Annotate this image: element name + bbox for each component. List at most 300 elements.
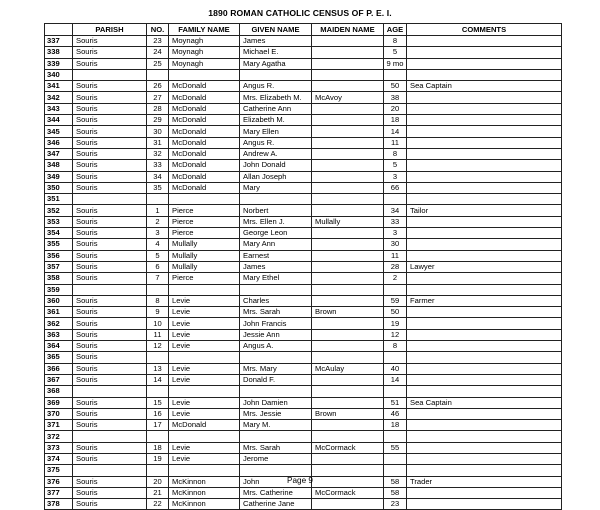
cell-maiden-name: Brown	[312, 307, 384, 318]
cell-age: 3	[384, 171, 407, 182]
cell-comments: Tailor	[407, 205, 562, 216]
cell-row-number: 346	[45, 137, 73, 148]
cell-row-number: 356	[45, 250, 73, 261]
cell-comments: Farmer	[407, 295, 562, 306]
cell-comments	[407, 386, 562, 397]
cell-maiden-name	[312, 103, 384, 114]
cell-row-number: 361	[45, 307, 73, 318]
cell-comments	[407, 284, 562, 295]
cell-parish: Souris	[73, 329, 147, 340]
cell-parish: Souris	[73, 374, 147, 385]
cell-maiden-name	[312, 126, 384, 137]
cell-family-name: Levie	[169, 397, 240, 408]
cell-given-name: James	[240, 261, 312, 272]
cell-maiden-name	[312, 329, 384, 340]
cell-family-name	[169, 465, 240, 476]
table-row	[45, 442, 562, 453]
cell-row-number: 364	[45, 341, 73, 352]
cell-family-name: McDonald	[169, 137, 240, 148]
cell-row-number: 371	[45, 420, 73, 431]
table-row	[45, 329, 562, 340]
cell-comments	[407, 250, 562, 261]
cell-given-name: George Leon	[240, 228, 312, 239]
cell-parish: Souris	[73, 47, 147, 58]
cell-maiden-name	[312, 295, 384, 306]
cell-age: 46	[384, 408, 407, 419]
cell-parish: Souris	[73, 341, 147, 352]
cell-record-no: 7	[147, 273, 169, 284]
cell-parish: Souris	[73, 36, 147, 47]
cell-parish: Souris	[73, 261, 147, 272]
table-row	[45, 69, 562, 80]
cell-family-name: McKinnon	[169, 476, 240, 487]
cell-row-number: 338	[45, 47, 73, 58]
cell-given-name: Mary Ann	[240, 239, 312, 250]
table-row	[45, 250, 562, 261]
cell-parish: Souris	[73, 420, 147, 431]
cell-comments	[407, 171, 562, 182]
table-row	[45, 239, 562, 250]
cell-parish	[73, 284, 147, 295]
table-row	[45, 363, 562, 374]
cell-record-no: 15	[147, 397, 169, 408]
cell-parish: Souris	[73, 239, 147, 250]
table-row	[45, 431, 562, 442]
cell-given-name: Mary	[240, 182, 312, 193]
cell-row-number: 368	[45, 386, 73, 397]
cell-given-name: Mrs. Mary	[240, 363, 312, 374]
cell-row-number: 375	[45, 465, 73, 476]
cell-given-name	[240, 465, 312, 476]
cell-family-name: Levie	[169, 318, 240, 329]
cell-age: 66	[384, 182, 407, 193]
cell-row-number: 340	[45, 69, 73, 80]
cell-family-name: Mullally	[169, 239, 240, 250]
cell-record-no: 8	[147, 295, 169, 306]
cell-comments	[407, 103, 562, 114]
cell-age: 18	[384, 115, 407, 126]
cell-given-name: Catherine Jane	[240, 499, 312, 510]
cell-given-name: Mrs. Ellen J.	[240, 216, 312, 227]
cell-given-name: Earnest	[240, 250, 312, 261]
cell-maiden-name	[312, 239, 384, 250]
cell-maiden-name	[312, 182, 384, 193]
cell-record-no: 22	[147, 499, 169, 510]
cell-comments	[407, 160, 562, 171]
cell-parish: Souris	[73, 137, 147, 148]
header-given-name: GIVEN NAME	[240, 24, 312, 36]
cell-given-name: Charles	[240, 295, 312, 306]
cell-parish: Souris	[73, 363, 147, 374]
cell-given-name: Michael E.	[240, 47, 312, 58]
cell-parish: Souris	[73, 295, 147, 306]
table-row	[45, 408, 562, 419]
cell-parish: Souris	[73, 487, 147, 498]
cell-row-number: 362	[45, 318, 73, 329]
cell-row-number: 367	[45, 374, 73, 385]
cell-comments	[407, 216, 562, 227]
cell-comments	[407, 341, 562, 352]
table-row	[45, 273, 562, 284]
cell-age: 8	[384, 148, 407, 159]
table-row	[45, 465, 562, 476]
header-family-name: FAMILY NAME	[169, 24, 240, 36]
cell-parish: Souris	[73, 216, 147, 227]
cell-parish: Souris	[73, 115, 147, 126]
cell-parish: Souris	[73, 318, 147, 329]
cell-record-no: 24	[147, 47, 169, 58]
cell-parish: Souris	[73, 453, 147, 464]
cell-comments	[407, 92, 562, 103]
cell-row-number: 358	[45, 273, 73, 284]
cell-family-name	[169, 352, 240, 363]
cell-record-no: 28	[147, 103, 169, 114]
cell-maiden-name	[312, 318, 384, 329]
cell-given-name: Angus A.	[240, 341, 312, 352]
cell-family-name: McDonald	[169, 160, 240, 171]
cell-comments	[407, 36, 562, 47]
cell-maiden-name	[312, 284, 384, 295]
header-rownum	[45, 24, 73, 36]
table-row	[45, 295, 562, 306]
cell-given-name: Mary Agatha	[240, 58, 312, 69]
cell-record-no: 34	[147, 171, 169, 182]
cell-parish: Souris	[73, 92, 147, 103]
cell-maiden-name: McAulay	[312, 363, 384, 374]
cell-given-name	[240, 284, 312, 295]
cell-age: 11	[384, 250, 407, 261]
cell-parish: Souris	[73, 182, 147, 193]
cell-record-no: 18	[147, 442, 169, 453]
cell-record-no: 9	[147, 307, 169, 318]
table-row	[45, 261, 562, 272]
cell-maiden-name	[312, 420, 384, 431]
cell-comments	[407, 69, 562, 80]
cell-comments	[407, 148, 562, 159]
cell-age	[384, 431, 407, 442]
cell-parish: Souris	[73, 408, 147, 419]
cell-parish: Souris	[73, 273, 147, 284]
cell-maiden-name	[312, 47, 384, 58]
cell-row-number: 339	[45, 58, 73, 69]
cell-parish	[73, 431, 147, 442]
cell-maiden-name: McCormack	[312, 442, 384, 453]
cell-parish: Souris	[73, 126, 147, 137]
cell-given-name: James	[240, 36, 312, 47]
cell-given-name: John Damien	[240, 397, 312, 408]
cell-age: 59	[384, 295, 407, 306]
cell-parish: Souris	[73, 352, 147, 363]
cell-parish	[73, 69, 147, 80]
cell-age: 8	[384, 341, 407, 352]
cell-record-no: 4	[147, 239, 169, 250]
cell-family-name: McDonald	[169, 148, 240, 159]
cell-maiden-name: Brown	[312, 408, 384, 419]
table-row	[45, 397, 562, 408]
cell-family-name: Pierce	[169, 216, 240, 227]
cell-maiden-name: McCormack	[312, 487, 384, 498]
cell-age: 50	[384, 81, 407, 92]
table-row	[45, 499, 562, 510]
header-comments: COMMENTS	[407, 24, 562, 36]
cell-maiden-name	[312, 453, 384, 464]
cell-comments	[407, 126, 562, 137]
table-row	[45, 103, 562, 114]
cell-maiden-name	[312, 137, 384, 148]
cell-family-name: Levie	[169, 307, 240, 318]
cell-age: 11	[384, 137, 407, 148]
cell-comments	[407, 453, 562, 464]
cell-family-name: Levie	[169, 363, 240, 374]
table-row	[45, 194, 562, 205]
cell-row-number: 354	[45, 228, 73, 239]
cell-record-no: 13	[147, 363, 169, 374]
cell-family-name: Mullally	[169, 261, 240, 272]
cell-record-no: 29	[147, 115, 169, 126]
cell-age: 38	[384, 92, 407, 103]
table-row	[45, 216, 562, 227]
cell-given-name: Norbert	[240, 205, 312, 216]
cell-maiden-name	[312, 273, 384, 284]
cell-given-name: Mrs. Sarah	[240, 442, 312, 453]
cell-parish: Souris	[73, 81, 147, 92]
cell-record-no: 21	[147, 487, 169, 498]
cell-family-name: Levie	[169, 295, 240, 306]
cell-comments	[407, 431, 562, 442]
cell-record-no: 16	[147, 408, 169, 419]
cell-given-name	[240, 352, 312, 363]
cell-record-no	[147, 194, 169, 205]
cell-maiden-name	[312, 69, 384, 80]
cell-parish: Souris	[73, 205, 147, 216]
table-row	[45, 453, 562, 464]
cell-comments	[407, 363, 562, 374]
cell-parish: Souris	[73, 160, 147, 171]
cell-comments	[407, 329, 562, 340]
table-row	[45, 58, 562, 69]
cell-family-name	[169, 386, 240, 397]
cell-age: 23	[384, 499, 407, 510]
cell-given-name	[240, 69, 312, 80]
cell-comments	[407, 115, 562, 126]
cell-record-no: 35	[147, 182, 169, 193]
cell-given-name: Andrew A.	[240, 148, 312, 159]
cell-record-no: 31	[147, 137, 169, 148]
cell-age: 18	[384, 420, 407, 431]
cell-family-name	[169, 431, 240, 442]
table-row	[45, 137, 562, 148]
cell-comments	[407, 318, 562, 329]
cell-row-number: 366	[45, 363, 73, 374]
cell-row-number: 337	[45, 36, 73, 47]
cell-given-name: Jerome	[240, 453, 312, 464]
cell-row-number: 363	[45, 329, 73, 340]
cell-row-number: 353	[45, 216, 73, 227]
cell-age	[384, 352, 407, 363]
cell-comments	[407, 228, 562, 239]
cell-row-number: 355	[45, 239, 73, 250]
cell-record-no: 6	[147, 261, 169, 272]
header-no: NO.	[147, 24, 169, 36]
cell-family-name: Moynagh	[169, 58, 240, 69]
cell-record-no: 1	[147, 205, 169, 216]
cell-age: 5	[384, 160, 407, 171]
cell-age: 33	[384, 216, 407, 227]
cell-record-no: 11	[147, 329, 169, 340]
cell-comments: Sea Captain	[407, 397, 562, 408]
cell-age: 51	[384, 397, 407, 408]
cell-comments	[407, 374, 562, 385]
census-table	[44, 23, 562, 510]
cell-age: 8	[384, 36, 407, 47]
cell-given-name	[240, 194, 312, 205]
cell-parish: Souris	[73, 499, 147, 510]
cell-row-number: 351	[45, 194, 73, 205]
cell-age: 55	[384, 442, 407, 453]
cell-age: 14	[384, 126, 407, 137]
cell-parish: Souris	[73, 250, 147, 261]
cell-given-name: Mrs. Jessie	[240, 408, 312, 419]
cell-maiden-name	[312, 431, 384, 442]
cell-row-number: 342	[45, 92, 73, 103]
cell-record-no	[147, 431, 169, 442]
cell-age: 19	[384, 318, 407, 329]
cell-comments	[407, 47, 562, 58]
cell-comments	[407, 487, 562, 498]
header-maiden-name: MAIDEN NAME	[312, 24, 384, 36]
header-age: AGE	[384, 24, 407, 36]
cell-record-no: 23	[147, 36, 169, 47]
cell-comments	[407, 352, 562, 363]
table-row	[45, 284, 562, 295]
cell-maiden-name	[312, 194, 384, 205]
table-row	[45, 228, 562, 239]
cell-record-no: 25	[147, 58, 169, 69]
cell-maiden-name	[312, 352, 384, 363]
cell-row-number: 347	[45, 148, 73, 159]
cell-age: 28	[384, 261, 407, 272]
table-row	[45, 115, 562, 126]
cell-record-no: 10	[147, 318, 169, 329]
cell-record-no: 14	[147, 374, 169, 385]
cell-maiden-name	[312, 465, 384, 476]
cell-parish: Souris	[73, 148, 147, 159]
cell-record-no: 26	[147, 81, 169, 92]
cell-comments	[407, 273, 562, 284]
cell-parish	[73, 465, 147, 476]
table-row	[45, 205, 562, 216]
cell-age	[384, 284, 407, 295]
page-footer: Page 9	[287, 476, 313, 485]
cell-family-name: Levie	[169, 453, 240, 464]
cell-parish: Souris	[73, 228, 147, 239]
table-row	[45, 386, 562, 397]
cell-given-name: Angus R.	[240, 137, 312, 148]
cell-given-name: Mrs. Elizabeth M.	[240, 92, 312, 103]
cell-age: 50	[384, 307, 407, 318]
cell-age: 2	[384, 273, 407, 284]
cell-family-name: Levie	[169, 329, 240, 340]
table-row	[45, 81, 562, 92]
cell-record-no	[147, 352, 169, 363]
cell-comments	[407, 137, 562, 148]
cell-family-name: McDonald	[169, 126, 240, 137]
cell-row-number: 348	[45, 160, 73, 171]
cell-family-name: McDonald	[169, 115, 240, 126]
table-row	[45, 182, 562, 193]
cell-family-name: McKinnon	[169, 487, 240, 498]
cell-comments	[407, 239, 562, 250]
cell-maiden-name	[312, 374, 384, 385]
cell-row-number: 365	[45, 352, 73, 363]
cell-age: 30	[384, 239, 407, 250]
cell-maiden-name	[312, 36, 384, 47]
cell-record-no: 12	[147, 341, 169, 352]
cell-parish: Souris	[73, 442, 147, 453]
cell-record-no: 17	[147, 420, 169, 431]
cell-record-no: 19	[147, 453, 169, 464]
cell-maiden-name	[312, 397, 384, 408]
cell-family-name	[169, 284, 240, 295]
cell-given-name	[240, 386, 312, 397]
cell-comments: Trader	[407, 476, 562, 487]
table-row	[45, 47, 562, 58]
cell-comments: Lawyer	[407, 261, 562, 272]
table-row	[45, 36, 562, 47]
cell-row-number: 357	[45, 261, 73, 272]
cell-record-no: 30	[147, 126, 169, 137]
cell-age: 58	[384, 487, 407, 498]
cell-row-number: 343	[45, 103, 73, 114]
cell-comments	[407, 499, 562, 510]
cell-family-name: McDonald	[169, 171, 240, 182]
cell-record-no: 3	[147, 228, 169, 239]
cell-given-name: Elizabeth M.	[240, 115, 312, 126]
cell-row-number: 378	[45, 499, 73, 510]
cell-family-name: Moynagh	[169, 47, 240, 58]
cell-row-number: 372	[45, 431, 73, 442]
cell-comments	[407, 465, 562, 476]
cell-row-number: 349	[45, 171, 73, 182]
cell-maiden-name	[312, 228, 384, 239]
cell-comments	[407, 442, 562, 453]
cell-record-no: 33	[147, 160, 169, 171]
cell-row-number: 374	[45, 453, 73, 464]
cell-age: 58	[384, 476, 407, 487]
cell-row-number: 350	[45, 182, 73, 193]
cell-record-no	[147, 284, 169, 295]
cell-age: 40	[384, 363, 407, 374]
cell-record-no: 20	[147, 476, 169, 487]
cell-maiden-name	[312, 250, 384, 261]
table-row	[45, 160, 562, 171]
cell-row-number: 352	[45, 205, 73, 216]
cell-family-name: Mullally	[169, 250, 240, 261]
cell-family-name: McDonald	[169, 81, 240, 92]
cell-family-name	[169, 69, 240, 80]
cell-parish	[73, 386, 147, 397]
cell-age: 34	[384, 205, 407, 216]
cell-parish: Souris	[73, 171, 147, 182]
cell-family-name: McDonald	[169, 92, 240, 103]
cell-maiden-name: McAvoy	[312, 92, 384, 103]
cell-age	[384, 69, 407, 80]
cell-parish: Souris	[73, 476, 147, 487]
cell-given-name: Mary Ellen	[240, 126, 312, 137]
cell-maiden-name	[312, 499, 384, 510]
census-body	[45, 36, 562, 510]
cell-comments: Sea Captain	[407, 81, 562, 92]
